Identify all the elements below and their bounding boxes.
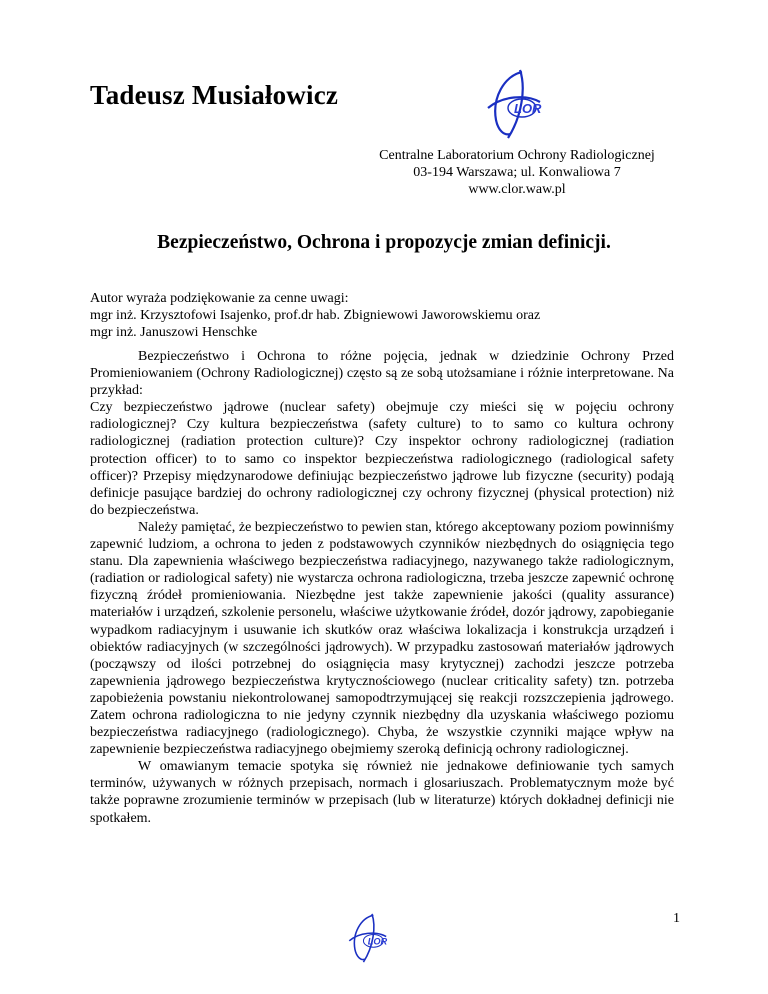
institution-name: Centralne Laboratorium Ochrony Radiologicznej xyxy=(379,148,655,163)
acknowledgements xyxy=(90,290,690,341)
document-title: Bezpieczeństwo, Ochrona i propozycje zmian definicji. xyxy=(157,232,611,253)
institution-block xyxy=(352,147,682,198)
clor-logo-footer xyxy=(345,912,389,964)
logo-text: LOR xyxy=(514,101,542,116)
paragraph: W omawianym temacie spotyka się również nie jednakowe definiowanie tych samych terminów, używanych w różnych przepisach, normach i glosariuszach. Problematycznym może być także poprawne zrozumienie terminów w przepisach (lub w literaturze) których dokładnej definicji nie spotkałem. xyxy=(90,759,674,826)
ack-line: Autor wyraża podziękowanie za cenne uwagi: xyxy=(90,291,349,306)
paragraph: Bezpieczeństwo i Ochrona to różne pojęcia, jednak w dziedzinie Ochrony Przed Promieniowaniem (Ochrony Radiologicznej) często są ze sobą utożsamiane i różnie interpretowane. Na przykład: xyxy=(90,349,674,399)
paragraph: Należy pamiętać, że bezpieczeństwo to pewien stan, którego akceptowany poziom powinniśmy zapewnić ludziom, a ochrona to jeden z podstawowych czynników niezbędnych do osiągnięcia tego stanu. Dla zapewnienia właściwego bezpieczeństwa radiacyjnego, nazywanego także radiologicznym, (radiation or radiological safety) nie wystarcza ochrona radiologiczna, trzeba jeszcze zapewnić ochronę fizyczną źródeł promieniowania. Niezbędne jest także zapewnienie jakości (quality assurance) materiałów i urządzeń, szkolenie personelu, właściwe użytkowanie źródeł, dozór jądrowy, zapobieganie wypadkom radiacyjnym i usuwanie ich skutków oraz właściwa lokalizacja i konstrukcja urządzeń i obiektów radiacyjnych (w szczególności jądrowych). W przypadku zastosowań materiałów jądrowych (począwszy od ilości potrzebnej do osiągnięcia masy krytycznej) zachodzi jeszcze potrzeba zapewnienia jądrowego bezpieczeństwa krytycznościowego (nuclear criticality safety) tzn. potrzeba zapobieżenia powstaniu niekontrolowanej samopodtrzymującej się reakcji rozszczepienia jądrowego. Zatem ochrona radiologiczna to nie jedyny czynnik niezbędny dla uzyskania właściwego poziomu bezpieczeństwa radiacyjnego (radiologicznego). Chyba, że wszystkie czynniki mające wpływ na zapewnienie bezpieczeństwa radiacyjnego obejmiemy szeroką definicją ochrony radiologicznej. xyxy=(90,519,674,758)
logo-text: LOR xyxy=(367,936,388,947)
institution-website: www.clor.waw.pl xyxy=(468,182,566,197)
ack-line: mgr inż. Krzysztofowi Isajenko, prof.dr hab. Zbigniewowi Jaworowskiemu oraz xyxy=(90,308,541,323)
ack-line: mgr inż. Januszowi Henschke xyxy=(90,325,258,340)
author-name: Tadeusz Musiałowicz xyxy=(90,80,339,110)
paragraph: Czy bezpieczeństwo jądrowe (nuclear safety) obejmuje czy mieści się w pojęciu ochrony radiologicznej? Czy kultura bezpieczeństwa (safety culture) to to samo co kultura ochrony radiologicznej (radiation protection culture)? Czy inspektor ochrony radiologicznej (radiation protection officer) to to samo co inspektor bezpieczeństwa radiologicznego (radiological safety officer)? Przepisy międzynarodowe definiując bezpieczeństwo jądrowe lub fizyczne (security) podają definicje pasujące bardziej do ochrony radiologicznej czy ochrony fizycznej (physical protection) niż do bezpieczeństwa. xyxy=(90,400,674,518)
institution-address: 03-194 Warszawa; ul. Konwaliowa 7 xyxy=(413,165,621,180)
page-number: 1 xyxy=(673,911,680,926)
body-text xyxy=(90,348,674,827)
clor-logo xyxy=(482,68,544,140)
